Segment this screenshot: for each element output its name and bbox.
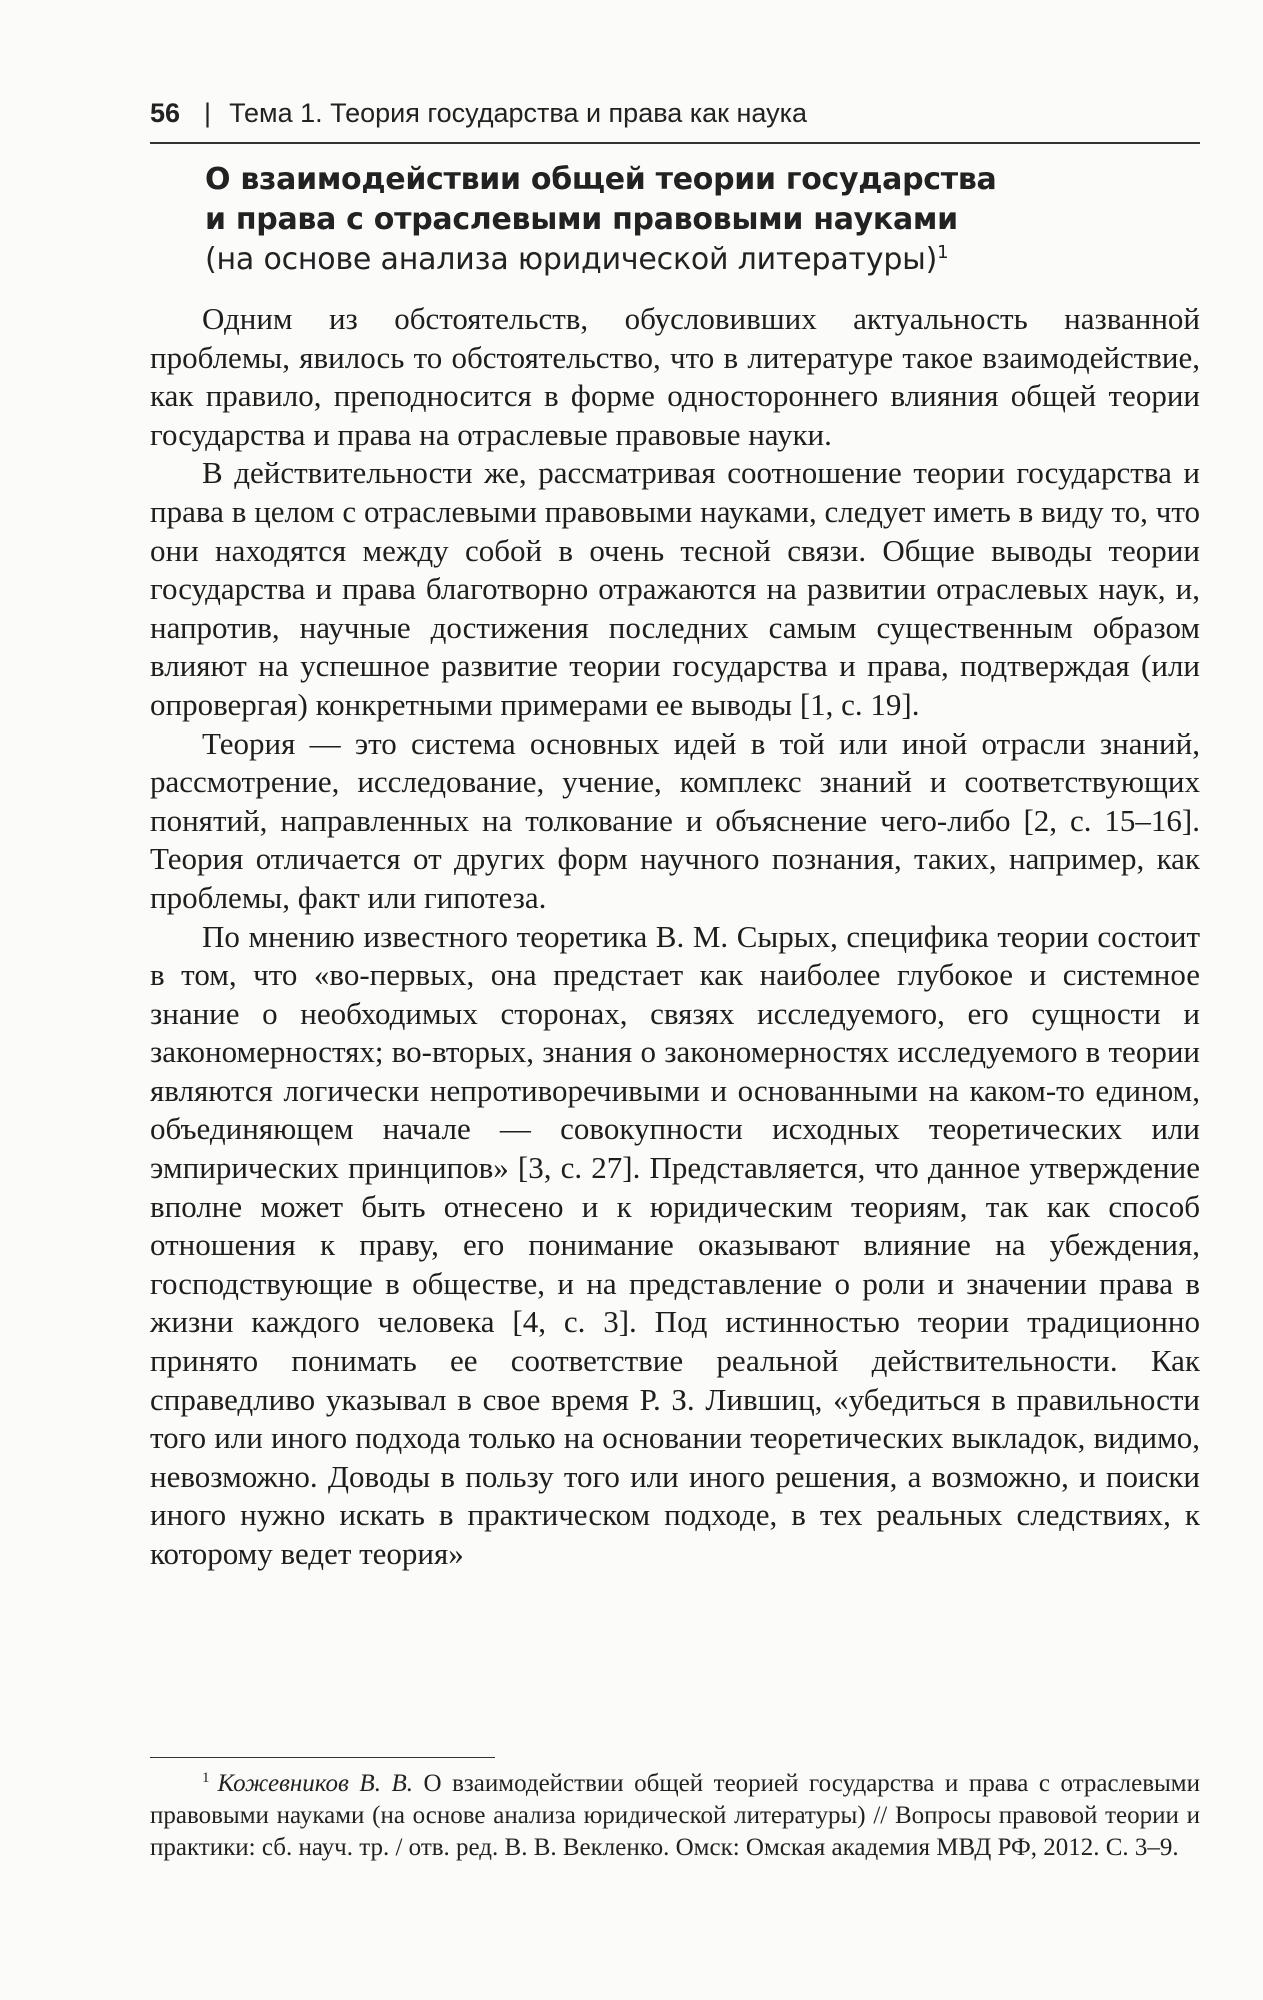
paragraph-4: По мнению известного теоретика В. М. Сырых, специфика теории состоит в том, что «во-первых, она предстает как наиболее глубокое и системное знание о необходимых сторонах, связях исследуемого, его сущности и закономерностях; во-вторых, знания о закономерностях исследуемого в теории являются логически непротиворечивыми и основанными на каком-то едином, объединяющем начале — совокупности исходных теоретических или эмпирических принципов» [3, с. 27]. Представляется, что данное утверждение вполне может быть отнесено и к юридическим теориям, так как способ отношения к праву, его понимание оказывают влияние на убеждения, господствующие в обществе, и на представление о роли и значении права в жизни каждого человека [4, с. 3]. Под истинностью теории традиционно принято понимать ее соответствие реальной действительности. Как справедливо указывал в свое время Р. З. Лившиц, «убедиться в правильности того или иного подхода только на основании теоретических выкладок, видимо, невозможно. Доводы в пользу того или иного решения, а возможно, и поиски иного нужно искать в практическом подходе, в тех реальных следствиях, к которому ведет теория»	[150, 918, 1200, 1571]
footnote-mark: 1	[202, 1769, 210, 1786]
header-separator: |	[204, 98, 212, 128]
footnote-author: Кожевников В. В.	[217, 1770, 413, 1797]
paragraph-1: Одним из обстоятельств, обусловивших актуальность названной проблемы, явилось то обстоятельство, что в литературе такое взаимодействие, как правило, преподносится в форме одностороннего влияния общей теории государства и права на отраслевые правовые науки.	[150, 301, 1200, 452]
paragraph-3: Теория — это система основных идей в той или иной отрасли знаний, рассмотрение, исследование, учение, комплекс знаний и соответствующих понятий, направленных на толкование и объяснение чего-либо [2, с. 15–16]. Теория отличается от других форм научного познания, таких, например, как проблемы, факт или гипотеза.	[150, 725, 1200, 915]
running-header	[150, 96, 1200, 130]
footnote	[150, 1768, 1200, 1864]
subtitle-text: (на основе анализа юридической литературы)	[205, 242, 938, 277]
footnote-reference: 1	[937, 242, 949, 263]
header-rule	[150, 142, 1200, 144]
paragraph-2: В действительности же, рассматривая соотношение теории государства и права в целом с отраслевыми правовыми науками, следует иметь в виду то, что они находятся между собой в очень тесной связи. Общие выводы теории государства и права благотворно отражаются на развитии отраслевых наук, и, напротив, научные достижения последних самым существенным образом влияют на успешное развитие теории государства и права, подтверждая (или опровергая) конкретными примерами ее выводы [1, с. 19].	[150, 455, 1200, 722]
running-title: Тема 1. Теория государства и права как наука	[229, 98, 808, 128]
page-number: 56	[150, 98, 181, 128]
footnote-rule	[150, 1757, 495, 1758]
title-line-2: и права с отраслевыми правовыми науками	[205, 202, 958, 237]
title-line-1: О взаимодействии общей теории государства	[205, 162, 997, 197]
article-title	[205, 160, 1200, 280]
footnote-paragraph	[150, 1768, 1200, 1864]
title-subtitle	[205, 240, 1200, 280]
article-body	[150, 300, 1200, 1574]
footnote-text: О взаимодействии общей теорией государства и права с отраслевыми правовыми науками (на основе анализа юридической литературы) // Вопросы правовой теории и практики: сб. науч. тр. / отв. ред. В. В. Векленко. Омск: Омская академия МВД РФ, 2012. С. 3–9.	[150, 1770, 1200, 1861]
